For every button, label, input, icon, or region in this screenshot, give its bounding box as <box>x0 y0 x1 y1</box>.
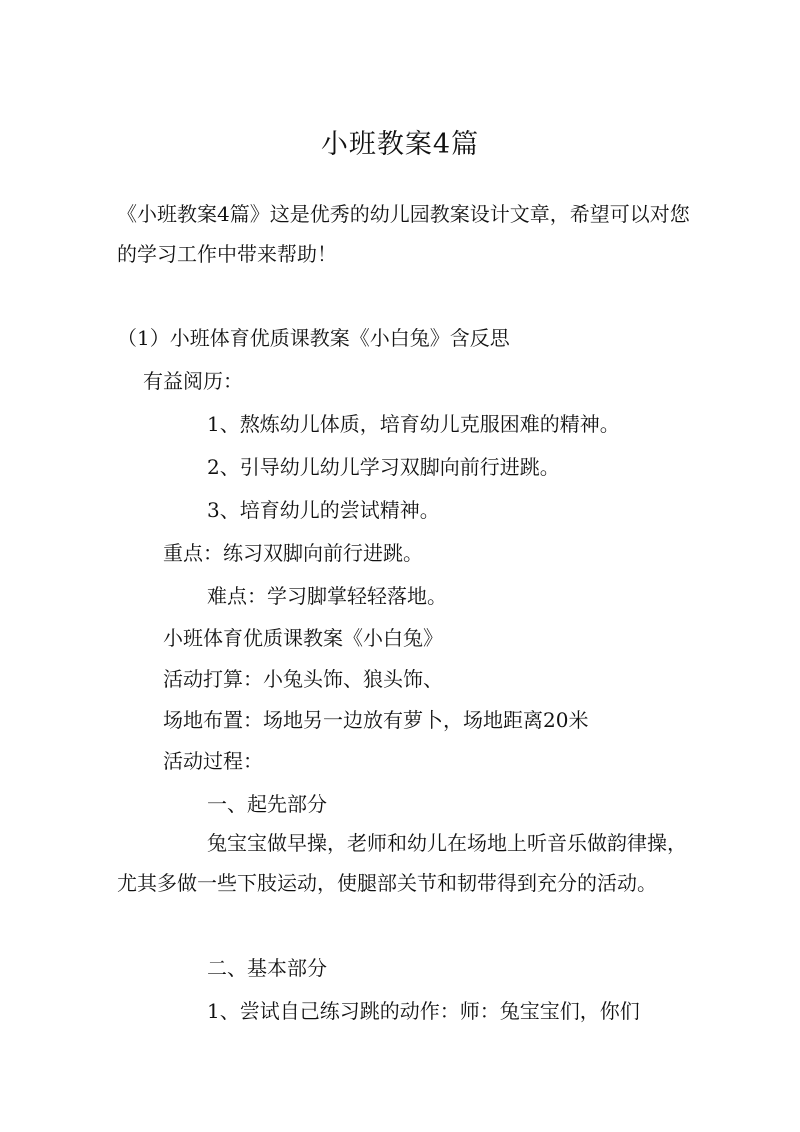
lesson-title: 小班体育优质课教案《小白兔》 <box>163 626 443 650</box>
goal-item-3: 3、培育幼儿的尝试精神。 <box>207 498 440 522</box>
part1-paragraph: 兔宝宝做早操，老师和幼儿在场地上听音乐做韵律操，尤其多做一些下肢运动，使腿部关节和韧带得到充分的活动。 <box>117 831 687 895</box>
intro-paragraph: 《小班教案4篇》这是优秀的幼儿园教案设计文章，希望可以对您的学习工作中带来帮助！ <box>117 202 690 266</box>
venue-line: 场地布置：场地另一边放有萝卜，场地距离20米 <box>163 708 589 732</box>
key-point: 重点：练习双脚向前行进跳。 <box>163 541 423 565</box>
part1-heading: 一、起先部分 <box>207 792 327 816</box>
goal-item-2: 2、引导幼儿幼儿学习双脚向前行进跳。 <box>207 455 560 479</box>
materials-line: 活动打算：小兔头饰、狼头饰、 <box>163 667 443 691</box>
section-heading: （1）小班体育优质课教案《小白兔》含反思 <box>117 326 510 350</box>
process-label: 活动过程： <box>163 749 263 773</box>
difficulty-point: 难点：学习脚掌轻轻落地。 <box>207 584 447 608</box>
goals-label: 有益阅历： <box>143 369 243 393</box>
part2-heading: 二、基本部分 <box>207 956 327 980</box>
part2-item-1: 1、尝试自己练习跳的动作：师：兔宝宝们，你们 <box>207 999 640 1023</box>
goal-item-1: 1、熬炼幼儿体质，培育幼儿克服困难的精神。 <box>207 412 620 436</box>
document-title: 小班教案4篇 <box>320 129 480 160</box>
